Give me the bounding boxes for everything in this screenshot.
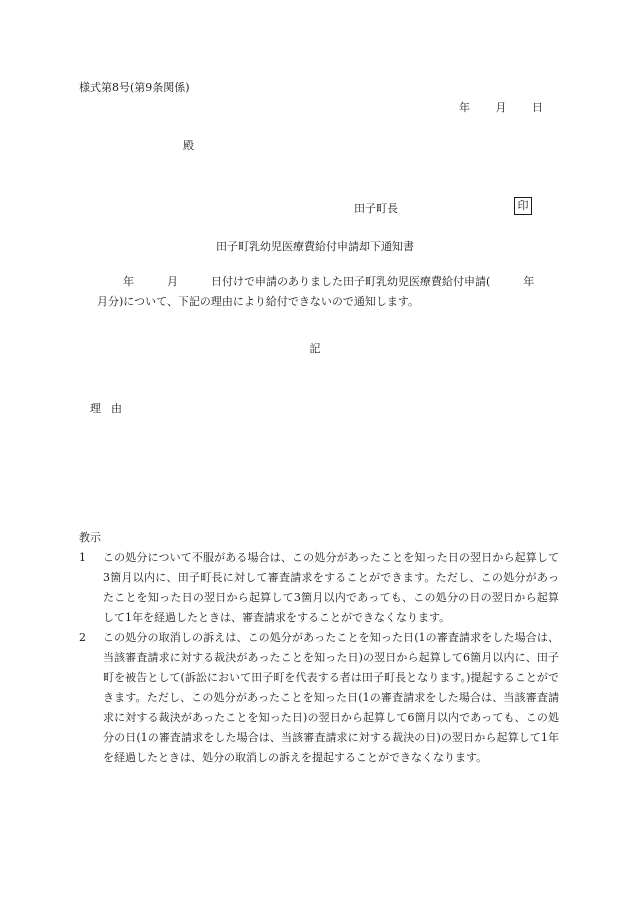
body-line-2: 月分)について、下記の理由により給付できないので通知します。 [97,295,419,308]
date-line [459,99,543,115]
document-title: 田子町乳幼児医療費給付申請却下通知書 [216,240,414,253]
instruction-item-text: この処分について不服がある場合は、この処分があったことを知った日の翌日から起算して3箇月以内に、田子町長に対して審査請求をすることができます。ただし、この処分があったことを知った日の翌日から起算して3箇月以内であっても、この処分の日の翌日から起算して1年を経過したときは、審査請求をすることができなくなります。 [103,551,559,624]
seal-mark: 印 [514,197,532,215]
date-day-label: 日 [532,101,543,114]
date-year-label: 年 [459,101,470,114]
instruction-item-text: この処分の取消しの訴えは、この処分があったことを知った日(1の審査請求をした場合は、当該審査請求に対する裁決があったことを知った日)の翌日から起算して6箇月以内に、田子町を被告として(訴訟において田子町を代表する者は田子町長となります。)提起することができます。ただし、この処分があったことを知った日(1の審査請求をした場合は、当該審査請求に対する裁決があったことを知った日)の翌日から起算して6箇月以内であっても、この処分の日(1の審査請求をした場合は、当該審査請求に対する裁決の日)の翌日から起算して1年を経過したときは、処分の取消しの訴えを提起することができなくなります。 [103,631,559,764]
instruction-item-number: 2 [79,631,86,644]
instruction-title: 教示 [79,531,101,544]
instruction-item [79,628,559,768]
instruction-item [79,548,559,628]
ki-label: 記 [309,342,321,355]
instruction-section [79,528,559,768]
form-number: 様式第8号(第9条関係) [79,81,190,94]
issuer-title: 田子町長 [354,202,398,215]
body-line-1: 年 月 日付けで申請のありました田子町乳幼児医療費給付申請( 年 [123,275,535,288]
instruction-item-number: 1 [79,551,86,564]
body-paragraph [77,272,557,312]
reason-label: 理由 [90,402,132,415]
addressee-suffix: 殿 [183,139,194,152]
date-month-label: 月 [495,101,507,114]
